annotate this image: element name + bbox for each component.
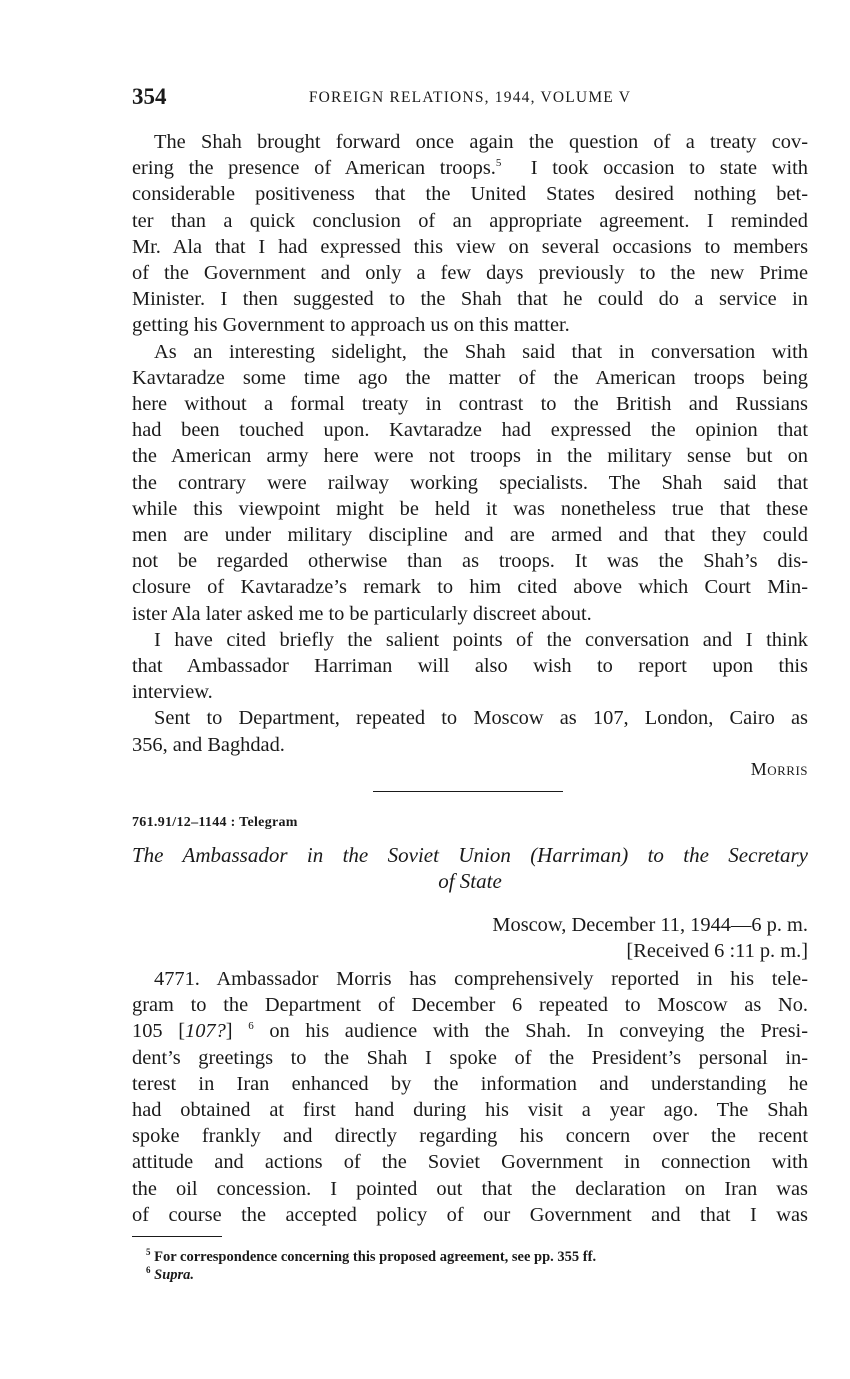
running-head: [132, 84, 808, 114]
text-line: the oil concession. I pointed out that the declaration on Iran was: [132, 1177, 808, 1200]
text-line: men are under military discipline and are armed and that they could: [132, 524, 808, 547]
text-line: the contrary were railway working specialists. The Shah said that: [132, 471, 808, 494]
text-line: Minister. I then suggested to the Shah that he could do a service in: [132, 288, 808, 311]
text-line: the American army here were not troops in the military sense but on: [132, 445, 808, 468]
text-line: considerable positiveness that the United States desired nothing bet-: [132, 183, 808, 206]
text-line: Sent to Department, repeated to Moscow as 107, London, Cairo as: [154, 707, 808, 730]
telegram-continuation-text: [132, 129, 808, 758]
footnote-ref-6: 6: [248, 1020, 254, 1033]
text-line: of the Government and only a few days previously to the new Prime: [132, 262, 808, 285]
received-time: [Received 6 :11 p. m.]: [626, 940, 808, 962]
file-reference: 761.91/12–1144 : Telegram: [132, 815, 298, 830]
text-line: Mr. Ala that I had expressed this view on several occasions to members: [132, 235, 808, 258]
document-title: [132, 842, 808, 894]
document-title-line: The Ambassador in the Soviet Union (Harriman) to the Secretary: [132, 843, 808, 867]
section-separator: [373, 791, 563, 792]
text-line: I have cited briefly the salient points of the conversation and I think: [154, 628, 808, 651]
footnote-rule: [132, 1236, 222, 1237]
text-line: had been touched upon. Kavtaradze had expressed the opinion that: [132, 419, 808, 442]
running-title: FOREIGN RELATIONS, 1944, VOLUME V: [308, 89, 632, 106]
footnote-6: $^6$ Supra.: [146, 1265, 195, 1283]
text-line: closure of Kavtaradze’s remark to him cited above which Court Min-: [132, 576, 808, 599]
dateline: Moscow, December 11, 1944—6 p. m.: [492, 914, 808, 936]
footnote-ref-5: 5: [495, 157, 502, 170]
text-line: here without a formal treaty in contrast to the British and Russians: [132, 393, 808, 416]
footnotes: [146, 1248, 596, 1284]
telegram-text: [132, 966, 808, 1228]
text-line: while this viewpoint might be held it was nonetheless true that these: [132, 497, 808, 520]
text-line: As an interesting sidelight, the Shah said that in conversation with: [154, 340, 808, 363]
text-line: attitude and actions of the Soviet Government in connection with: [132, 1151, 808, 1174]
text-line: 105 [107?] $^6$ on his audience with the Shah. In conveying the Presi-: [132, 1020, 808, 1043]
text-line: ering the presence of American troops.$^5$ I took occasion to state with: [132, 157, 808, 180]
text-line: dent’s greetings to the Shah I spoke of the President’s personal in-: [132, 1046, 808, 1069]
text-line: ister Ala later asked me to be particularly discreet about.: [132, 602, 592, 625]
text-line: terest in Iran enhanced by the information and understanding he: [132, 1072, 808, 1095]
text-line: The Shah brought forward once again the question of a treaty cov-: [154, 131, 808, 153]
text-line: getting his Government to approach us on this matter.: [132, 314, 570, 337]
text-line: ter than a quick conclusion of an appropriate agreement. I reminded: [132, 209, 808, 232]
text-line: that Ambassador Harriman will also wish to report upon this: [132, 655, 808, 678]
text-line: interview.: [132, 681, 213, 704]
text-line: of course the accepted policy of our Government and that I was: [132, 1203, 808, 1226]
footnote-5: $^5$ For correspondence concerning this proposed agreement, see pp. 355 ff.: [146, 1247, 597, 1265]
text-line: had obtained at first hand during his visit a year ago. The Shah: [132, 1099, 808, 1122]
text-line: 4771. Ambassador Morris has comprehensively reported in his tele-: [154, 968, 808, 990]
text-line: 356, and Baghdad.: [132, 733, 285, 756]
text-line: gram to the Department of December 6 repeated to Moscow as No.: [132, 994, 808, 1017]
text-line: Kavtaradze some time ago the matter of the American troops being: [132, 366, 808, 389]
text-line: not be regarded otherwise than as troops. It was the Shah’s dis-: [132, 550, 808, 573]
page-number: 354: [132, 84, 167, 109]
document-title-line: of State: [438, 869, 502, 893]
signature: Morris: [750, 759, 808, 779]
text-line: spoke frankly and directly regarding his concern over the recent: [132, 1125, 808, 1148]
